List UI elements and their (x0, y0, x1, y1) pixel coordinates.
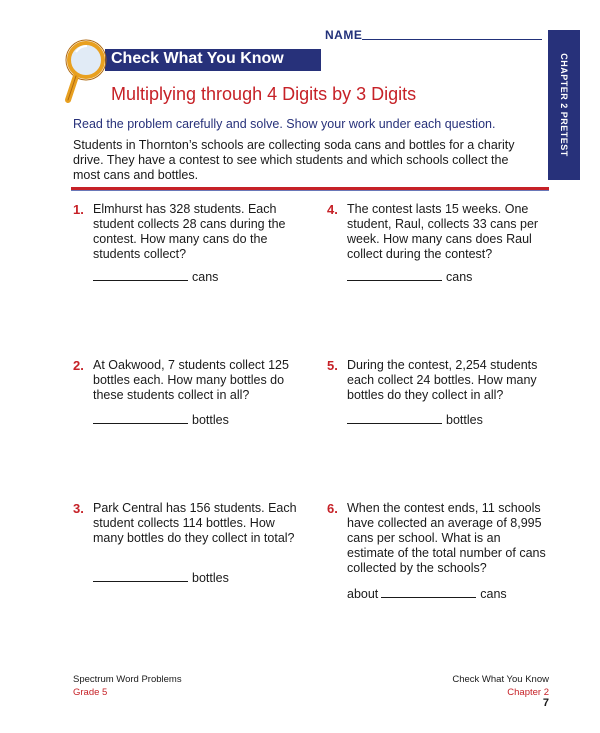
side-tab-label: CHAPTER 2 PRETEST (559, 53, 569, 157)
problem-text: Park Central has 156 students. Each student collects 114 bottles. How many bottles do they collect in total? (93, 501, 297, 545)
answer-unit: cans (192, 270, 219, 284)
chapter-side-tab (548, 30, 580, 180)
answer-blank[interactable] (93, 271, 188, 281)
problem-number: 1. (73, 202, 84, 217)
answer-blank[interactable] (93, 572, 188, 582)
problem-4 (327, 202, 547, 262)
answer-1 (93, 270, 218, 284)
problem-number: 5. (327, 358, 338, 373)
title-banner (105, 49, 321, 71)
problem-text: At Oakwood, 7 students collect 125 bottles each. How many bottles do these students collect in all? (93, 358, 289, 402)
problem-1 (73, 202, 298, 262)
intro-paragraph: Students in Thornton’s schools are collecting soda cans and bottles for a charity drive. They have a contest to see which students and which schools collect the most cans and bottles. (73, 138, 515, 182)
answer-2 (93, 413, 229, 427)
problem-number: 6. (327, 501, 338, 516)
footer-section: Check What You Know (452, 674, 549, 685)
answer-unit: bottles (446, 413, 483, 427)
footer-chapter: Chapter 2 (507, 687, 549, 698)
instructions: Read the problem carefully and solve. Show your work under each question. (73, 117, 496, 131)
footer-left (73, 673, 182, 699)
problem-2 (73, 358, 298, 403)
problem-text: Elmhurst has 328 students. Each student collects 28 cans during the contest. How many cans do the students collect? (93, 202, 286, 261)
banner-title: Check What You Know (111, 50, 284, 67)
problem-number: 3. (73, 501, 84, 516)
page-subtitle: Multiplying through 4 Digits by 3 Digits (111, 84, 417, 104)
answer-prefix: about (347, 587, 379, 601)
answer-3 (93, 571, 229, 585)
magnifier-icon (62, 38, 112, 106)
answer-blank[interactable] (347, 271, 442, 281)
answer-6 (347, 587, 507, 601)
problem-number: 4. (327, 202, 338, 217)
problem-number: 2. (73, 358, 84, 373)
footer-right (452, 673, 549, 699)
problem-5 (327, 358, 547, 403)
answer-unit: bottles (192, 413, 229, 427)
answer-unit: bottles (192, 571, 229, 585)
answer-blank[interactable] (347, 414, 442, 424)
answer-blank[interactable] (93, 414, 188, 424)
page-number: 7 (542, 697, 549, 709)
answer-unit: cans (446, 270, 473, 284)
problem-text: The contest lasts 15 weeks. One student, Raul, collects 33 cans per week. How many cans does Raul collect during the contest? (347, 202, 539, 261)
name-label: NAME (325, 28, 363, 42)
problem-text: When the contest ends, 11 schools have collected an average of 8,995 cans per school. What is an estimate of the total number of cans collected by the schools? (347, 501, 546, 575)
footer-book-title: Spectrum Word Problems (73, 674, 182, 685)
footer-grade: Grade 5 (73, 687, 108, 698)
problem-3 (73, 501, 298, 546)
answer-4 (347, 270, 472, 284)
answer-blank[interactable] (381, 588, 476, 598)
name-line[interactable] (362, 39, 542, 40)
answer-unit: cans (480, 587, 507, 601)
section-divider-accent (71, 190, 549, 191)
problem-6 (327, 501, 547, 576)
problem-text: During the contest, 2,254 students each collect 24 bottles. How many bottles do they collect in all? (347, 358, 538, 402)
answer-5 (347, 413, 483, 427)
